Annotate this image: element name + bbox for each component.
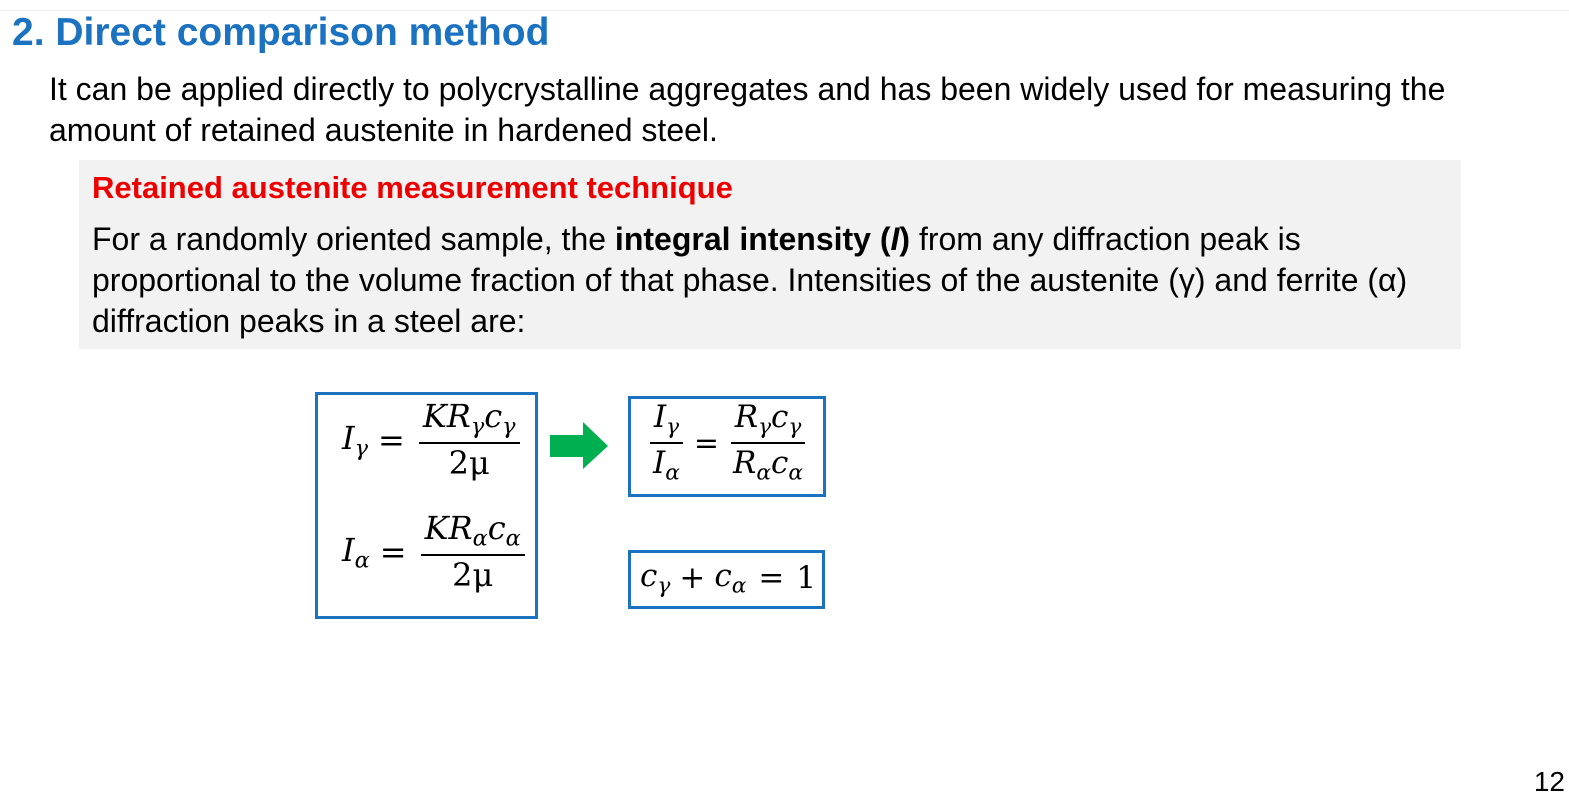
eq2-lhs: $I_\alpha$ <box>342 531 370 574</box>
eq3-rhs-fraction: $\frac{R_\gamma c_\gamma}{R_\alpha c_\alpha}$ <box>729 401 807 486</box>
top-rule <box>0 0 1569 11</box>
intro-paragraph: It can be applied directly to polycrystalline aggregates and has been widely used for measuring the amount of retained austenite in hardened steel. <box>49 71 1446 148</box>
eq4-plus: + <box>679 560 706 597</box>
eq4-c-gamma: $c_\gamma$ <box>640 558 671 599</box>
equation-gamma <box>342 397 524 483</box>
equation-alpha <box>342 509 529 595</box>
bold-term-text: integral intensity ( <box>614 221 891 257</box>
eq2-equals: = <box>379 533 407 572</box>
callout-bold-term <box>615 221 910 257</box>
callout-box <box>79 160 1461 349</box>
callout-heading: Retained austenite measurement technique <box>92 170 733 205</box>
eq1-lhs: $I_\gamma$ <box>342 419 369 462</box>
eq4-c-alpha: $c_\alpha$ <box>714 558 747 599</box>
bold-term-symbol: I <box>890 221 900 257</box>
callout-text-before: For a randomly oriented sample, the <box>92 221 615 257</box>
equation-sum <box>640 558 816 599</box>
slide-title: 2. Direct comparison method <box>12 11 550 54</box>
callout-text <box>92 219 1452 342</box>
eq3-equals: = <box>693 425 720 461</box>
eq1-equals: = <box>378 421 405 460</box>
eq4-equals: = <box>758 560 785 597</box>
callout-text-after: from any diffraction peak is proportional to the volume fraction of that phase. Intensities of the austenite (γ) and ferrite (α) diffraction peaks in a steel are: <box>92 221 1408 339</box>
eq4-rhs: 1 <box>796 560 817 597</box>
equation-ratio <box>645 401 811 486</box>
page-number: 12 <box>1533 766 1565 797</box>
eq2-fraction: $\frac{KR_\alpha c_\alpha}{2\mu}$ <box>421 512 525 593</box>
eq1-fraction: $\frac{KR_\gamma c_\gamma}{2\mu}$ <box>419 400 520 481</box>
eq3-lhs-fraction: $\frac{I_\gamma}{I_\alpha}$ <box>649 401 684 486</box>
bold-term-close: ) <box>899 221 911 257</box>
right-arrow-icon <box>550 422 610 470</box>
